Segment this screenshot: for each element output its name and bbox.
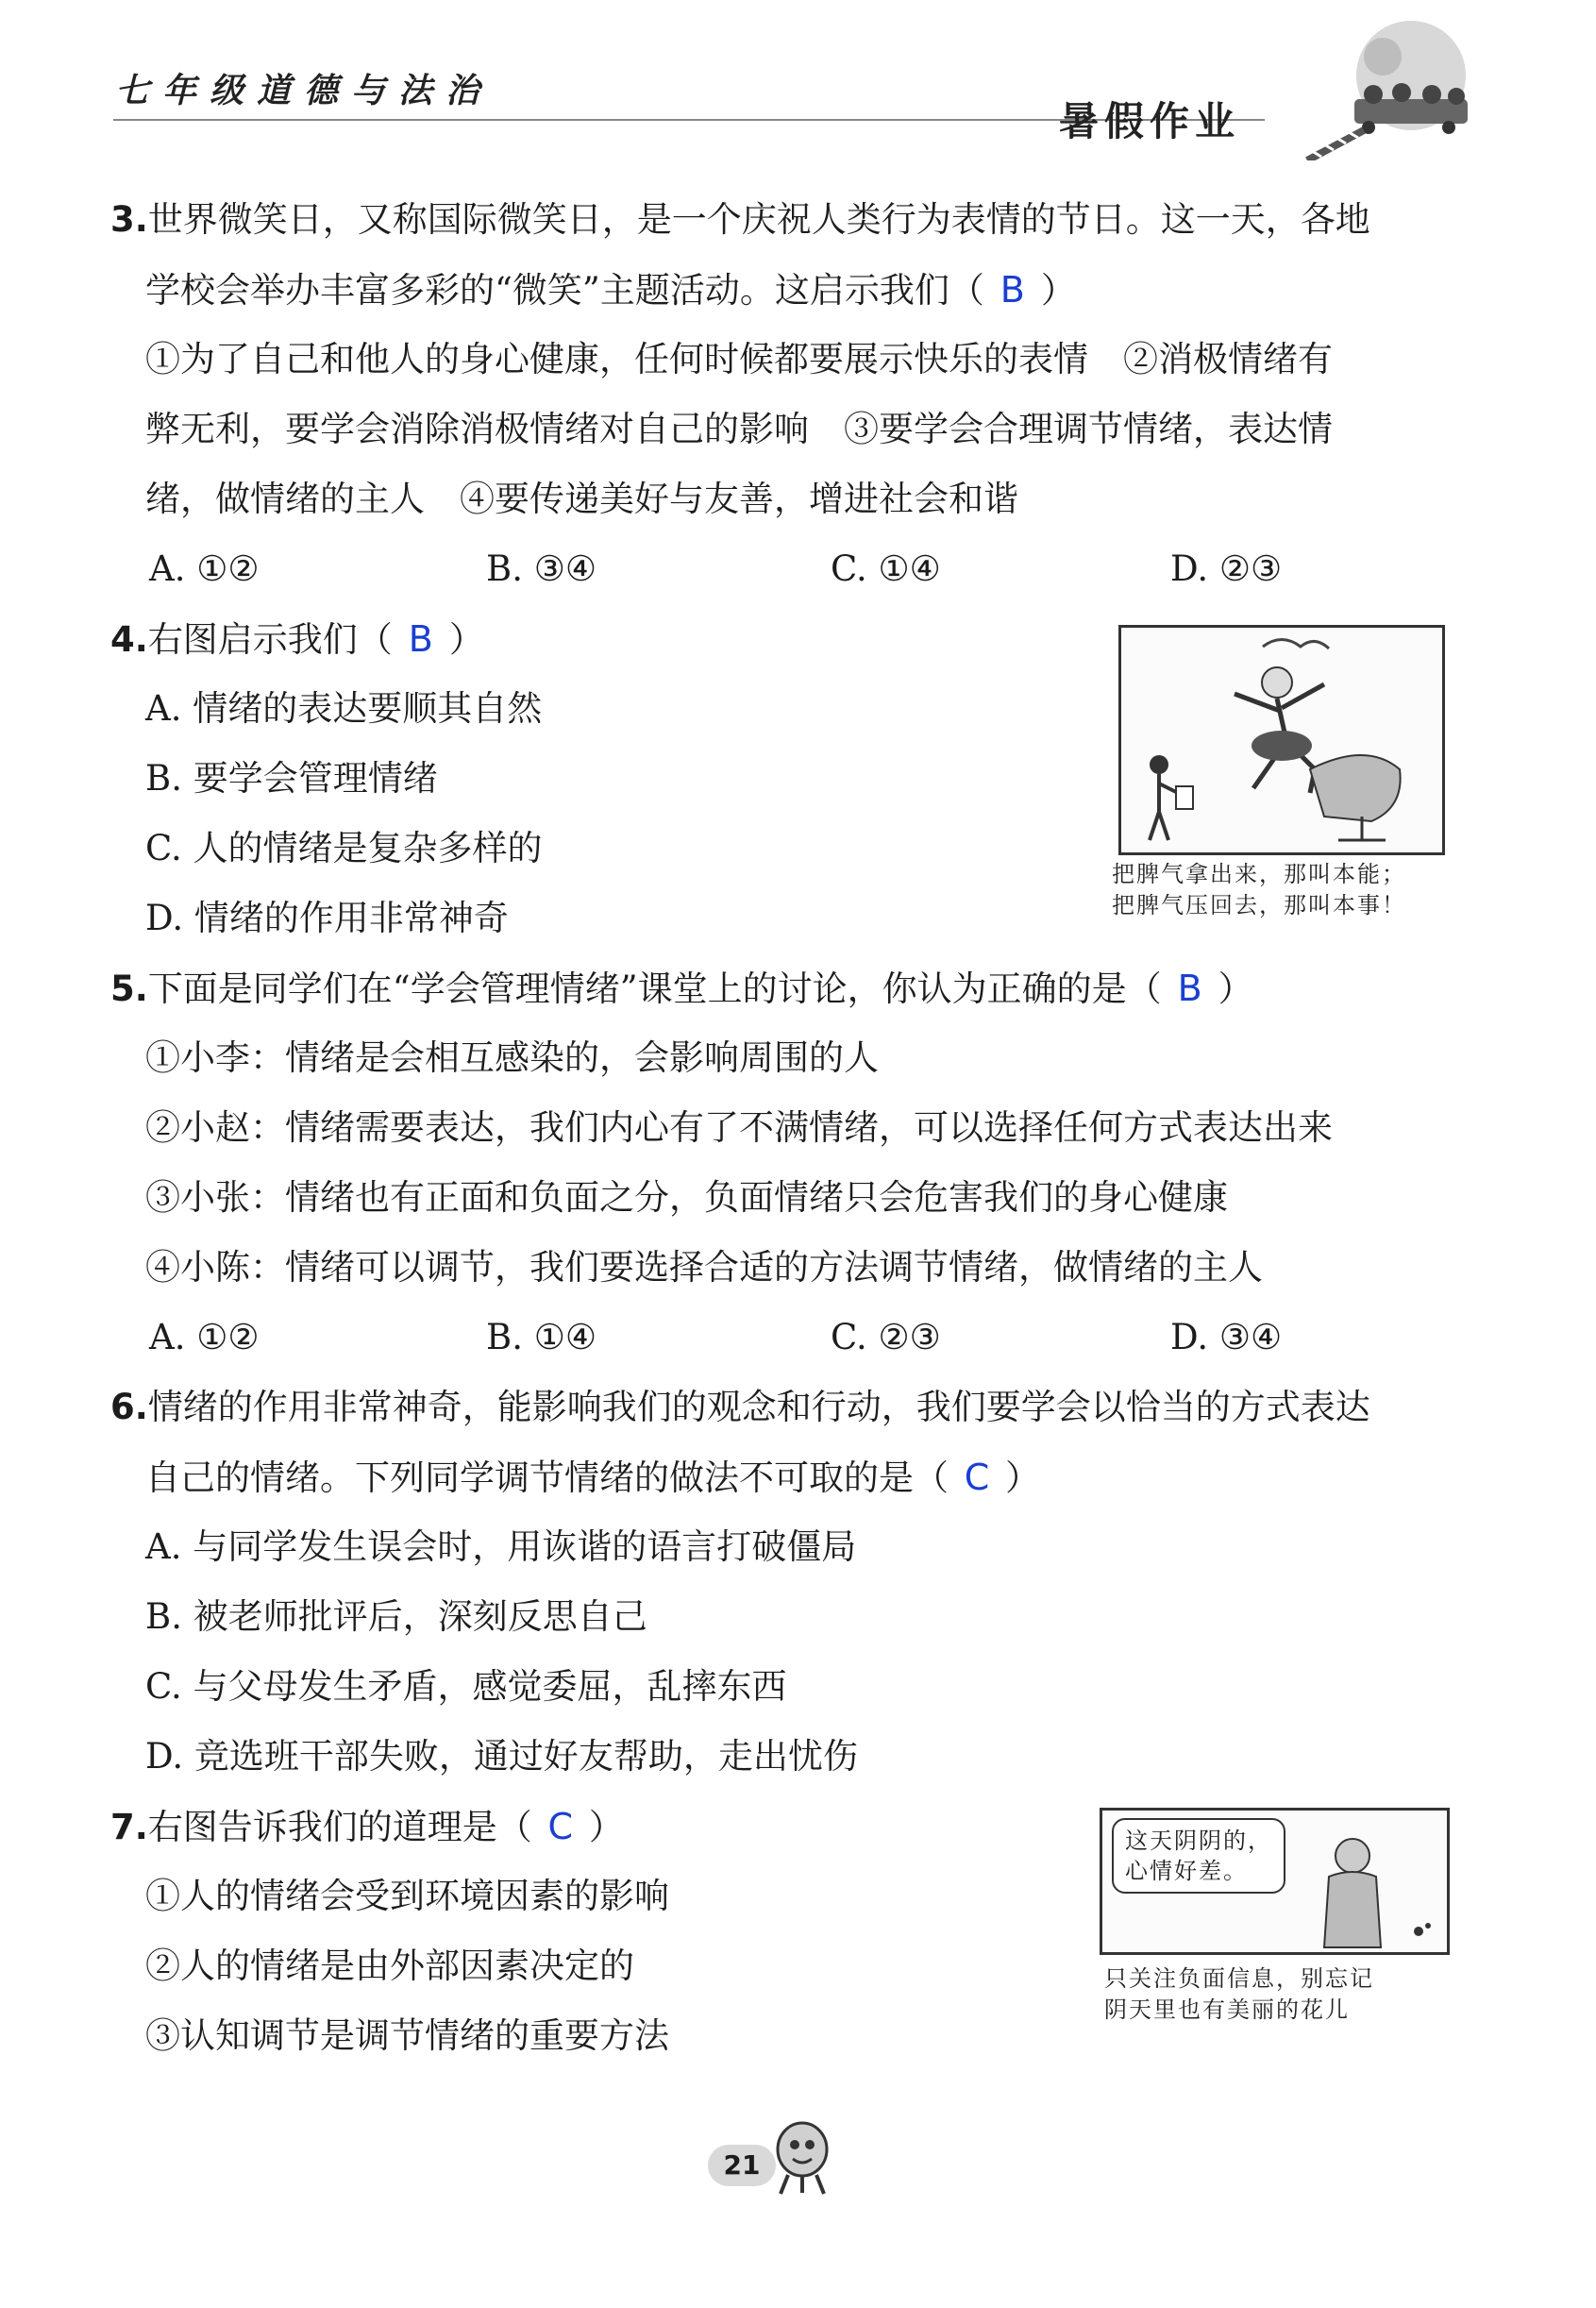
q3-option-d: D. ②③	[1170, 548, 1283, 589]
q6-option-c: C. 与父母发生矛盾，感觉委屈，乱摔东西	[145, 1666, 787, 1707]
q7-answer: C	[547, 1806, 574, 1847]
q4-option-b: B. 要学会管理情绪	[145, 758, 438, 799]
q6-stem-line-2	[145, 1454, 1040, 1502]
q7-stem	[110, 1803, 624, 1851]
q5-statement-1: ①小李：情绪是会相互感染的，会影响周围的人	[145, 1037, 879, 1078]
q7-stem-text: 右图告诉我们的道理是（	[147, 1807, 532, 1847]
question-number: 5.	[110, 969, 148, 1009]
q6-answer: C	[964, 1457, 990, 1498]
q4-option-d: D. 情绪的作用非常神奇	[145, 898, 509, 938]
q3-stem-text-2: 学校会举办丰富多彩的“微笑”主题活动。这启示我们（	[145, 270, 984, 311]
q6-option-a: A. 与同学发生误会时，用诙谐的语言打破僵局	[145, 1526, 857, 1567]
bubble-line-2: 心情好差。	[1125, 1858, 1248, 1884]
angry-man-illustration	[1121, 628, 1442, 852]
q4-stem	[110, 615, 484, 664]
q5-stem-close: ）	[1218, 969, 1253, 1009]
q6-option-b: B. 被老师批评后，深刻反思自己	[145, 1596, 647, 1637]
q4-caption-line-1: 把脾气拿出来，那叫本能；	[1112, 861, 1406, 887]
series-title: 暑假作业	[1059, 98, 1241, 144]
q4-option-c: C. 人的情绪是复杂多样的	[145, 828, 543, 868]
q5-statement-4: ④小陈：情绪可以调节，我们要选择合适的方法调节情绪，做情绪的主人	[145, 1247, 1263, 1288]
q3-stem-line-2	[145, 266, 1076, 314]
q6-stem-text-1: 情绪的作用非常神奇，能影响我们的观念和行动，我们要学会以恰当的方式表达	[147, 1387, 1370, 1427]
question-number: 7.	[110, 1807, 148, 1847]
q3-statement-line-2: 弊无利，要学会消除消极情绪对自己的影响 ③要学会合理调节情绪，表达情	[145, 409, 1333, 449]
q7-caption-line-2: 阴天里也有美丽的花儿	[1104, 1996, 1350, 2023]
question-number: 4.	[110, 619, 148, 660]
subject-title: 七年级道德与法治	[115, 72, 494, 110]
q7-statement-3: ③认知调节是调节情绪的重要方法	[145, 2015, 669, 2056]
bubble-line-1: 这天阴阴的，	[1125, 1828, 1272, 1854]
q4-stem-text: 右图启示我们（	[147, 619, 393, 660]
q3-stem-text-1: 世界微笑日，又称国际微笑日，是一个庆祝人类行为表情的节日。这一天，各地	[147, 199, 1370, 240]
q6-stem-line-1	[110, 1384, 1370, 1431]
question-number: 6.	[110, 1387, 148, 1427]
page-number: 21	[708, 2145, 776, 2186]
q3-option-a: A. ①②	[149, 548, 260, 589]
q6-option-d: D. 竞选班干部失败，通过好友帮助，走出忧伤	[145, 1736, 858, 1777]
q4-stem-close: ）	[448, 619, 484, 660]
q3-option-b: B. ③④	[486, 548, 597, 589]
q3-statement-line-1: ①为了自己和他人的身心健康，任何时候都要展示快乐的表情 ②消极情绪有	[145, 339, 1333, 379]
q5-stem-text: 下面是同学们在“学会管理情绪”课堂上的讨论，你认为正确的是（	[147, 969, 1162, 1009]
q3-answer: B	[1000, 269, 1025, 311]
mascot-icon	[764, 2116, 840, 2201]
q3-stem-line-1	[110, 196, 1370, 244]
q7-caption-line-1: 只关注负面信息，别忘记	[1104, 1965, 1374, 1992]
q5-option-a: A. ①②	[149, 1317, 260, 1357]
q5-answer: B	[1177, 968, 1202, 1009]
q7-statement-1: ①人的情绪会受到环境因素的影响	[145, 1876, 669, 1916]
q5-statement-2: ②小赵：情绪需要表达，我们内心有了不满情绪，可以选择任何方式表达出来	[145, 1107, 1333, 1148]
q7-speech-bubble	[1112, 1818, 1285, 1894]
q4-answer: B	[408, 618, 433, 660]
q7-stem-close: ）	[588, 1807, 624, 1847]
q3-stem-close: ）	[1040, 270, 1076, 311]
q5-option-c: C. ②③	[831, 1317, 941, 1357]
q5-option-b: B. ①④	[486, 1317, 597, 1357]
q3-option-c: C. ①④	[831, 548, 941, 589]
q7-statement-2: ②人的情绪是由外部因素决定的	[145, 1946, 634, 1986]
q5-option-d: D. ③④	[1170, 1317, 1283, 1357]
q6-stem-close: ）	[1005, 1457, 1040, 1498]
q5-stem	[110, 965, 1253, 1013]
question-number: 3.	[110, 199, 148, 240]
q4-caption-line-2: 把脾气压回去，那叫本事！	[1112, 892, 1406, 918]
q4-cartoon-angry-man	[1118, 625, 1445, 855]
q5-statement-3: ③小张：情绪也有正面和负面之分，负面情绪只会危害我们的身心健康	[145, 1177, 1228, 1218]
q6-stem-text-2: 自己的情绪。下列同学调节情绪的做法不可取的是（	[145, 1457, 949, 1498]
q3-statement-line-3: 绪，做情绪的主人 ④要传递美好与友善，增进社会和谐	[145, 479, 1018, 519]
q4-option-a: A. 情绪的表达要顺其自然	[145, 688, 543, 729]
